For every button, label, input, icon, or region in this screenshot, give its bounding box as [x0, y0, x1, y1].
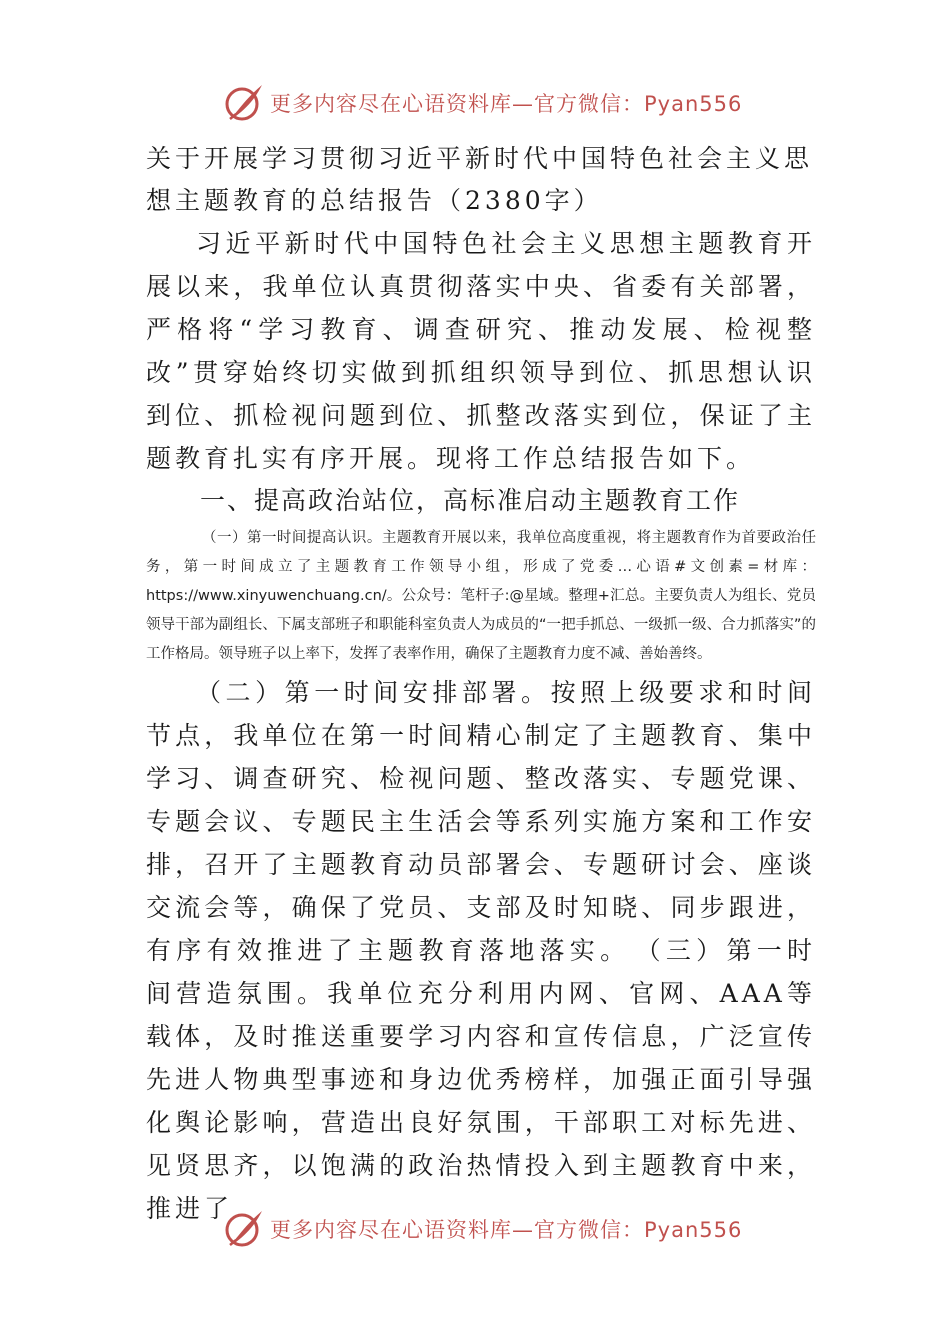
footer-banner — [222, 1204, 742, 1254]
intro-paragraph: 习近平新时代中国特色社会主义思想主题教育开展以来，我单位认真贯彻落实中央、省委有关部署，严格将“学习教育、调查研究、推动发展、检视整改”贯穿始终切实做到抓组织领导到位、抓思想认识到位、抓检视问题到位、抓整改落实到位，保证了主题教育扎实有序开展。现将工作总结报告如下。 — [146, 229, 816, 473]
header-banner — [222, 78, 742, 128]
banner-text: 更多内容尽在心语资料库—官方微信：Pyan556 — [270, 92, 743, 116]
banner-text: 更多内容尽在心语资料库—官方微信：Pyan556 — [270, 1218, 743, 1242]
section-1-item-2: （二）第一时间安排部署。按照上级要求和时间节点，我单位在第一时间精心制定了主题教育、集中学习、调查研究、检视问题、整改落实、专题党课、专题会议、专题民主生活会等系列实施方案和工作安排，召开了主题教育动员部署会、专题研讨会、座谈交流会等，确保了党员、支部及时知晓、同步跟进，有序有效推进了主题教育落地落实。 （三）第一时间营造氛围。我单位充分利用内网、官网、AAA等载体，及时推送重要学习内容和宣传信息，广泛宣传先进人物典型事迹和身边优秀榜样，加强正面引导强化舆论影响，营造出良好氛围，干部职工对标先进、见贤思齐，以饱满的政治热情投入到主题教育中来，推进了 — [146, 678, 816, 1223]
section-1-item-1: （一）第一时间提高认识。主题教育开展以来，我单位高度重视，将主题教育作为首要政治任务，第一时间成立了主题教育工作领导小组，形成了党委…心语#文创素=材库：https://www.xinyuwenchuang.cn/。公众号：笔杆子:@星域。整理+汇总。主要负责人为组长、党员领导干部为副组长、下属支部班子和职能科室负责人为成员的“一把手抓总、一级抓一级、合力抓落实”的工作格局。领导班子以上率下，发挥了表率作用，确保了主题教育力度不减、善始善终。 — [146, 530, 816, 662]
document-body — [146, 138, 816, 1230]
document-title: 关于开展学习贯彻习近平新时代中国特色社会主义思想主题教育的总结报告（2380字） — [146, 144, 814, 215]
quill-pen-logo-icon — [222, 81, 266, 125]
section-heading-1: 一、提高政治站位，高标准启动主题教育工作 — [200, 486, 741, 515]
quill-pen-logo-icon — [222, 1207, 266, 1251]
